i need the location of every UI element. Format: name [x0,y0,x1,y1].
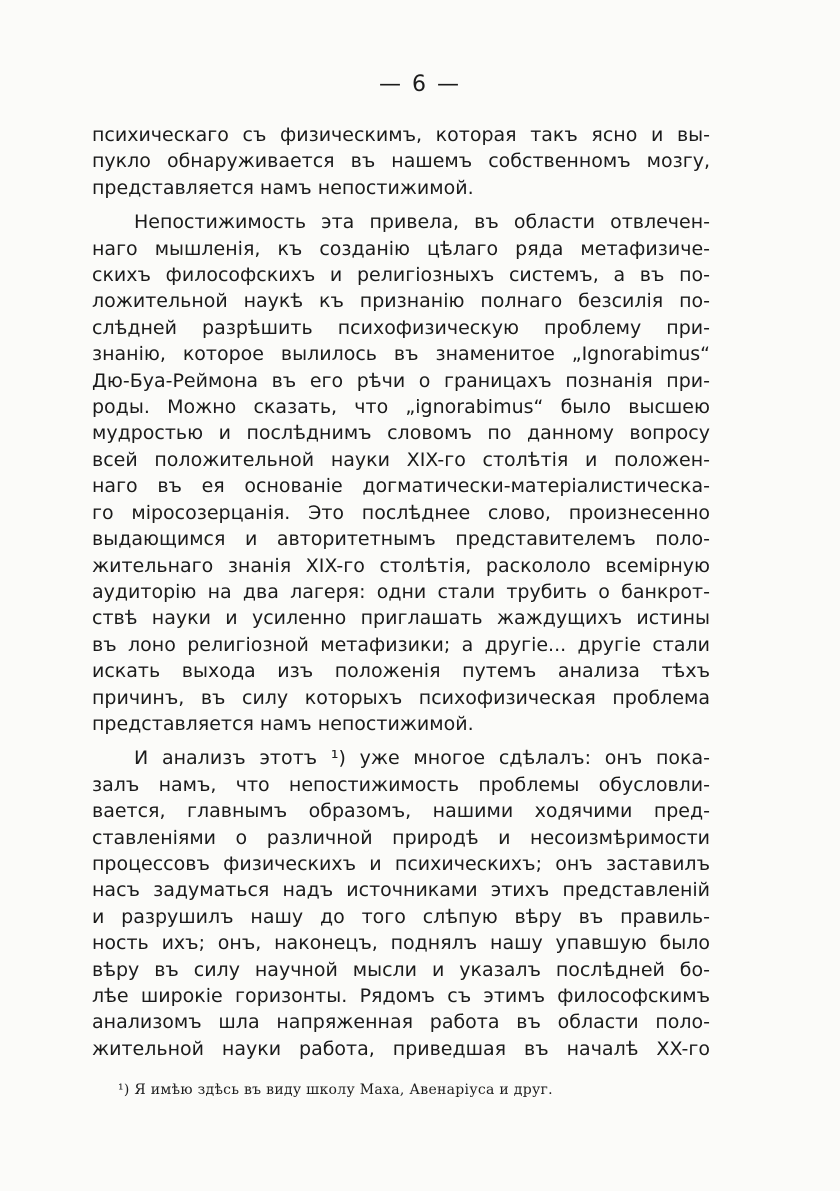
text-line: выдающимся и авторитетнымъ представителемъ поло- [92,528,710,551]
paragraph-1 [92,122,710,201]
text-line: ложительной наукѣ къ признанію полнаго безсилія по- [92,290,710,313]
text-line: скихъ философскихъ и религіозныхъ системъ, а въ по- [92,264,710,287]
text-line: го міросозерцанія. Это послѣднее слово, произнесенно [92,501,710,524]
text-line: Дю-Буа-Реймона въ его рѣчи о границахъ познанія при- [92,369,710,392]
text-line: вѣру въ силу научной мысли и указалъ послѣдней бо- [92,958,710,981]
footnote: ¹) Я имѣю здѣсь въ виду школу Маха, Авенаріуса и друг. [118,1082,553,1098]
text-line: вается, главнымъ образомъ, нашими ходячими пред- [92,800,710,823]
text-line: ставленіями о различной природѣ и несоизмѣримости [92,826,710,849]
body-text [92,122,710,1062]
text-line: представляется намъ непостижимой. [92,176,474,199]
paragraph-3 [92,745,710,1062]
text-line: причинъ, въ силу которыхъ психофизическая проблема [92,686,710,709]
text-line: анализомъ шла напряженная работа въ области поло- [92,1011,710,1034]
text-line: жительной науки работа, приведшая въ началѣ XX-го [92,1037,710,1060]
text-line: аудиторію на два лагеря: одни стали трубить о банкрот- [92,580,710,603]
page-number: — 6 — [379,72,461,97]
text-line: слѣдней разрѣшить психофизическую проблему при- [92,316,710,339]
text-line: мудростью и послѣднимъ словомъ по данному вопросу [92,422,710,445]
text-line: Непостижимость эта привела, въ области отвлечен- [134,211,710,234]
text-line: представляется намъ непостижимой. [92,712,474,735]
text-line: знанію, которое вылилось въ знаменитое „Ignorabimus“ [92,343,710,366]
text-line: И анализъ этотъ ¹) уже многое сдѣлалъ: онъ пока- [134,747,710,770]
text-line: залъ намъ, что непостижимость проблемы обусловли- [92,773,710,796]
text-line: лѣе широкіе горизонты. Рядомъ съ этимъ философскимъ [92,985,710,1007]
text-line: и разрушилъ нашу до того слѣпую вѣру въ правиль- [92,905,710,928]
text-line: въ лоно религіозной метафизики; а другіе... другіе стали [92,633,710,656]
text-line: психическаго съ физическимъ, которая такъ ясно и вы- [92,124,710,146]
paragraph-2 [92,209,710,737]
text-line: наго мышленія, къ созданію цѣлаго ряда метафизиче- [92,237,710,260]
text-line: процессовъ физическихъ и психическихъ; онъ заставилъ [92,852,710,875]
text-line: роды. Можно сказать, что „ignorabimus“ было высшею [92,396,710,419]
text-line: ность ихъ; онъ, наконецъ, поднялъ нашу упавшую было [92,932,710,955]
text-line: пукло обнаруживается въ нашемъ собственномъ мозгу, [92,150,710,173]
text-line: всей положительной науки XIX-го столѣтія и положен- [92,448,710,471]
text-line: ствѣ науки и усиленно приглашать жаждущихъ истины [92,607,710,630]
text-line: искать выхода изъ положенія путемъ анализа тѣхъ [92,660,710,683]
text-line: наго въ ея основаніе догматически-матеріалистическа- [92,475,710,498]
text-line: жительнаго знанія XIX-го столѣтія, раскололо всемірную [92,554,710,577]
text-line: насъ задуматься надъ источниками этихъ представленій [92,879,710,902]
